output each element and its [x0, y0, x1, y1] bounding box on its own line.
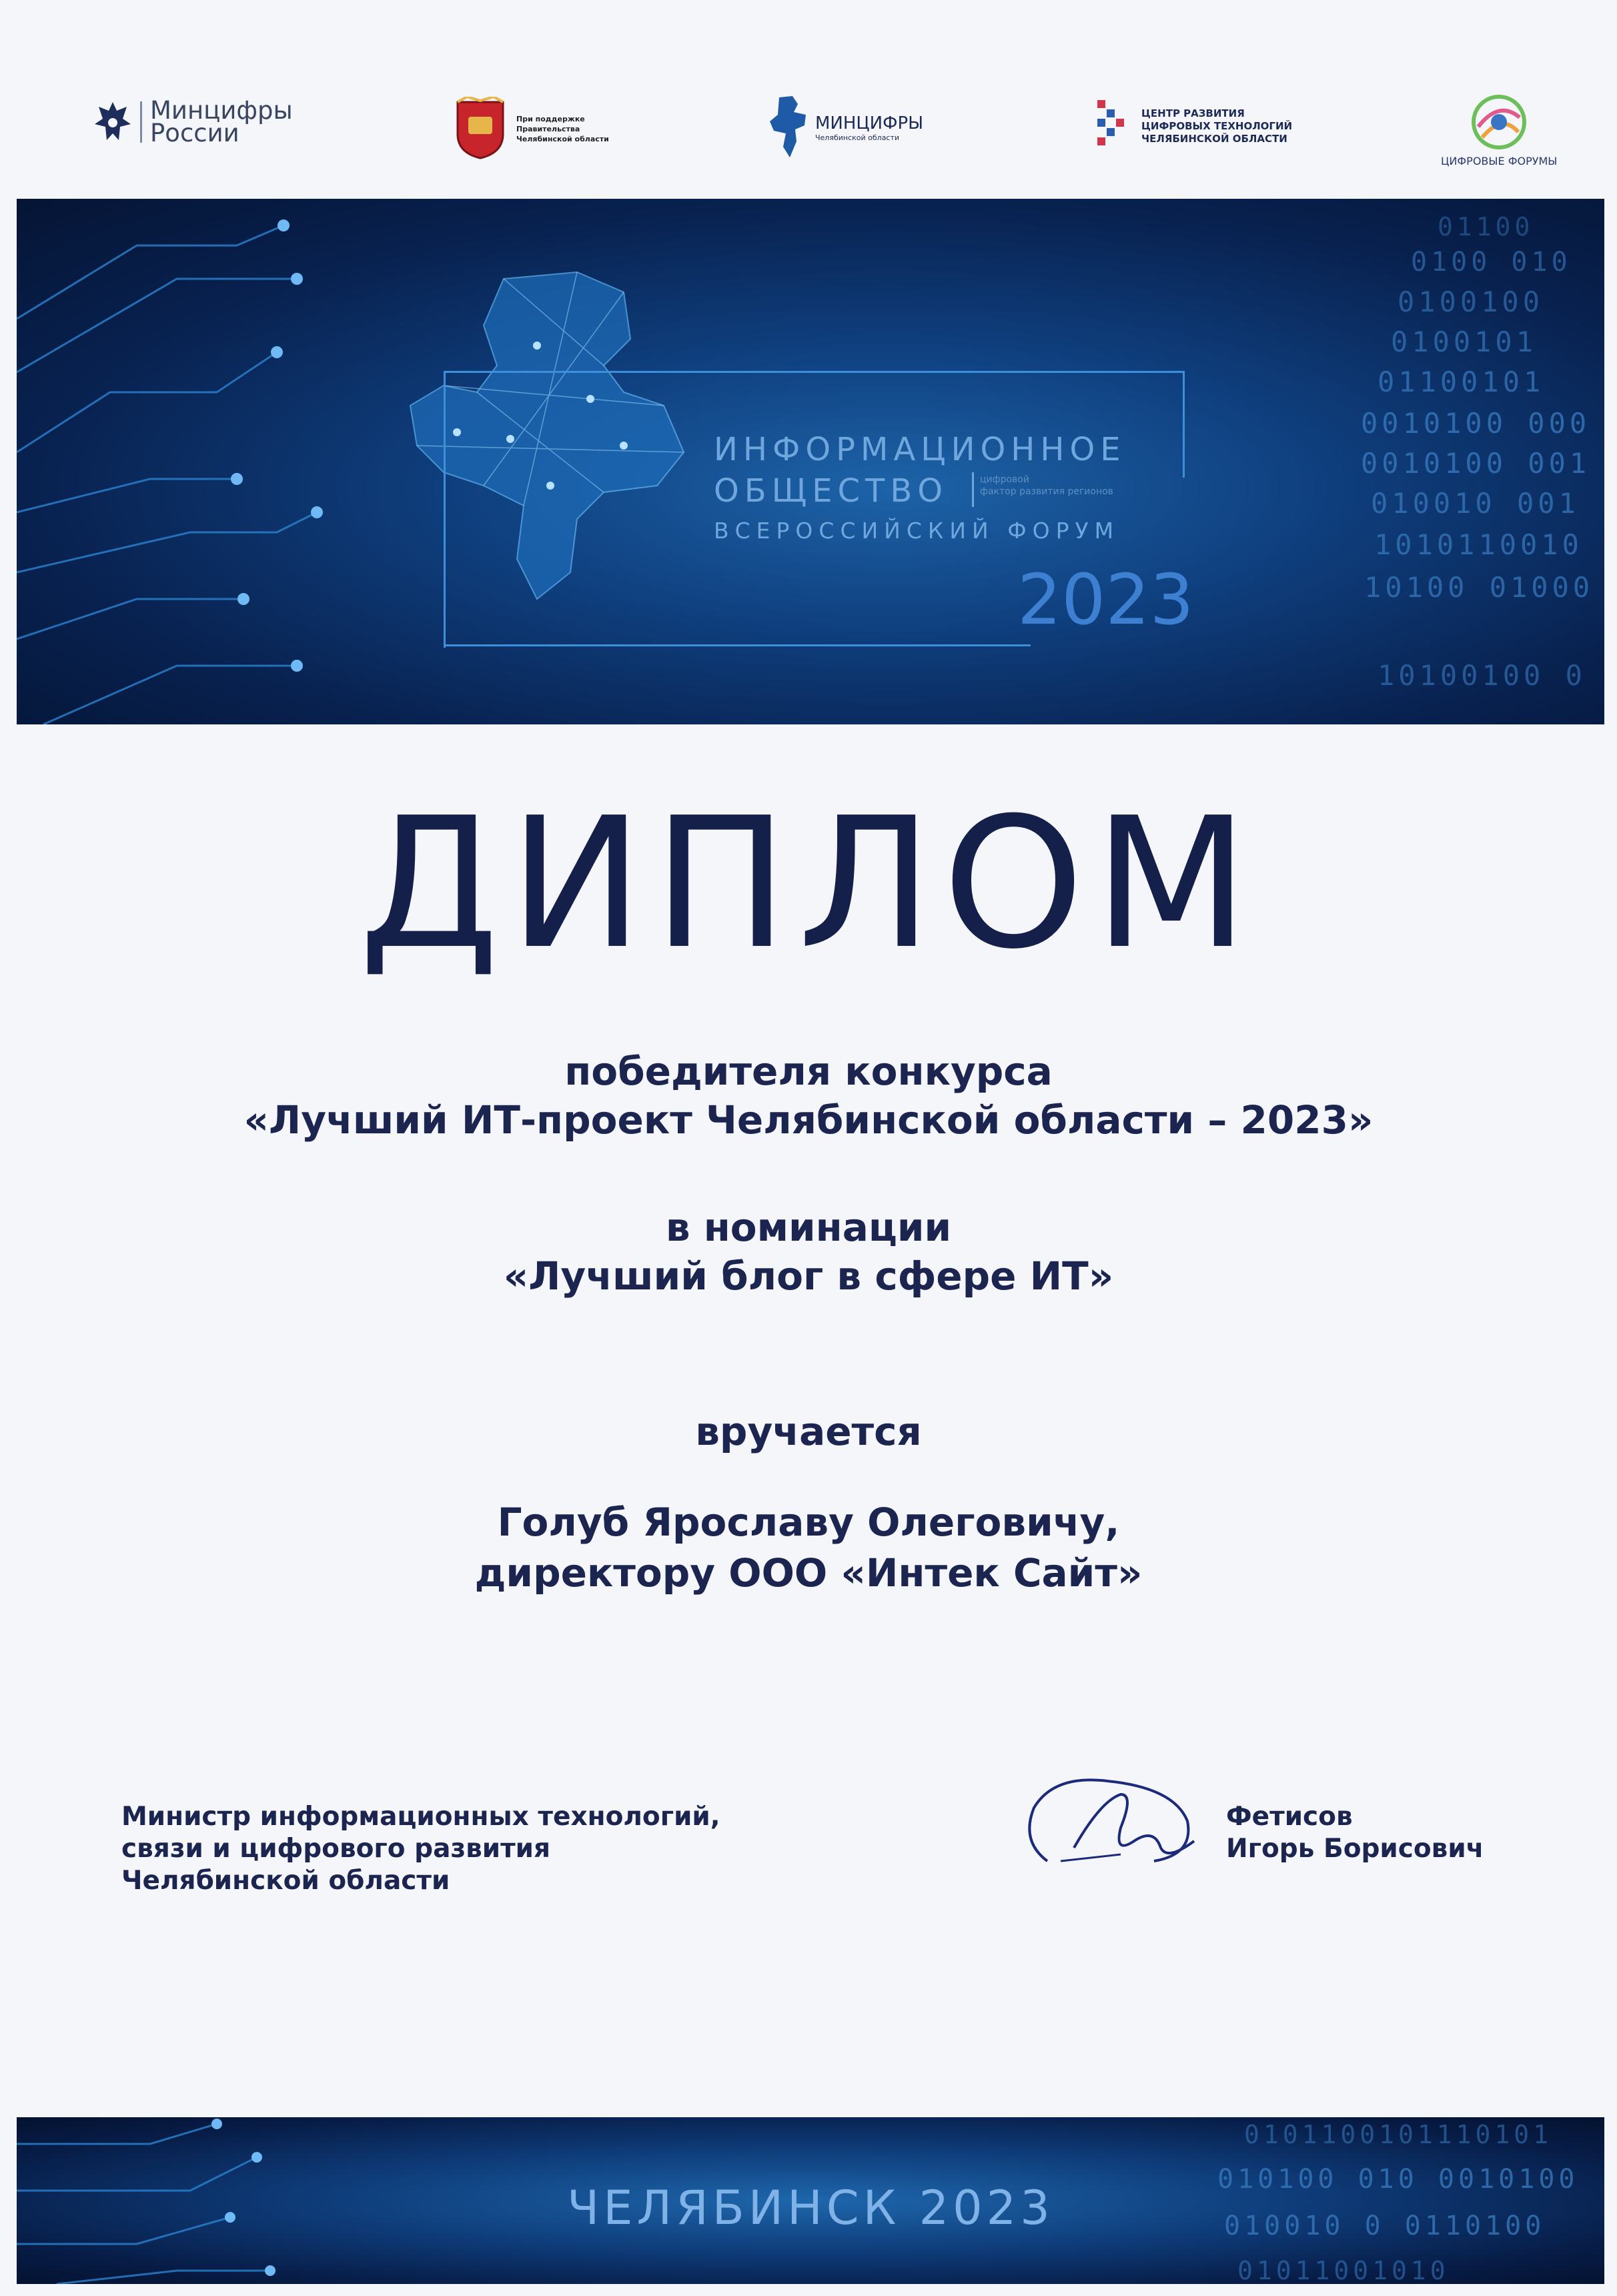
digital-forums-logo	[1441, 93, 1557, 167]
signer-given-names: Игорь Борисович	[1226, 1834, 1484, 1864]
signer-position-line: Министр информационных технологий,	[121, 1802, 720, 1832]
logo-text-line: ЦИФРОВЫХ ТЕХНОЛОГИЙ	[1141, 119, 1293, 132]
eagle-emblem-icon	[93, 99, 132, 145]
logo-text-line: России	[150, 119, 239, 147]
binary-text: 1010110010	[1374, 528, 1583, 561]
signer-position	[121, 1801, 720, 1897]
nomination-label: в номинации	[665, 1205, 952, 1250]
chelyabinsk-gov-logo	[454, 97, 609, 161]
logo-divider	[140, 101, 142, 143]
binary-text: 0100101	[1391, 326, 1538, 358]
signer-position-line: Челябинской области	[121, 1866, 450, 1896]
logo-text-line: При поддержке	[516, 114, 585, 123]
signer-position-line: связи и цифрового развития	[121, 1834, 551, 1864]
forum-subtitle-small	[980, 474, 1113, 498]
nomination-name: «Лучший блог в сфере ИТ»	[503, 1253, 1114, 1299]
binary-text: 10100 01000	[1364, 571, 1594, 604]
title-divider	[972, 472, 974, 507]
diploma-title: ДИПЛОМ	[358, 778, 1259, 989]
pixel-arrow-icon	[1097, 100, 1132, 152]
binary-text: 0101100101110101	[1244, 2120, 1553, 2149]
logo-text-line: Правительства	[516, 124, 580, 133]
coat-of-arms-icon	[454, 97, 507, 161]
binary-text: 0100100	[1398, 285, 1544, 318]
binary-text: 0100 010	[1411, 247, 1572, 277]
binary-text: 010010 0 0110100	[1224, 2211, 1546, 2241]
banner-frame-right	[1183, 371, 1185, 478]
signer-surname: Фетисов	[1226, 1802, 1353, 1832]
awarded-label: вручается	[695, 1409, 922, 1454]
contest-name: «Лучший ИТ-проект Челябинской области – 2023»	[243, 1097, 1374, 1143]
region-map-icon	[767, 95, 810, 160]
globe-icon	[1470, 93, 1528, 151]
footer-city-year: ЧЕЛЯБИНСК 2023	[567, 2181, 1054, 2235]
logo-text-line: Челябинской области	[815, 133, 900, 142]
recipient-name: Голуб Ярославу Олеговичу,	[497, 1500, 1120, 1545]
center-digital-logo	[1097, 100, 1292, 152]
footer-banner	[17, 2117, 1604, 2284]
binary-text: 010010 001	[1371, 487, 1580, 520]
binary-text: 01011001010	[1237, 2256, 1450, 2284]
handwritten-signature	[1021, 1761, 1201, 1881]
forum-title-line1: ИНФОРМАЦИОННОЕ	[714, 431, 1126, 468]
logo-text-line: ЦИФРОВЫЕ ФОРУМЫ	[1441, 155, 1558, 167]
binary-text: 01100101	[1378, 366, 1545, 398]
recipient-position: директору ООО «Интек Сайт»	[474, 1550, 1143, 1596]
forum-title-line2: ОБЩЕСТВО	[714, 472, 949, 510]
logo-text-line: Минцифры	[150, 96, 293, 125]
forum-subtitle-small-line: фактор развития регионов	[980, 486, 1113, 497]
forum-year: 2023	[1017, 559, 1194, 640]
signer-name	[1226, 1801, 1484, 1865]
mintsifry-russia-logo	[93, 96, 293, 147]
logo-text-line: Челябинской области	[516, 134, 609, 143]
forum-banner	[17, 199, 1604, 724]
logo-text-line: МИНЦИФРЫ	[815, 113, 924, 133]
logo-row	[0, 0, 1617, 193]
banner-frame-bottom	[444, 644, 1031, 646]
logo-text-line: ЧЕЛЯБИНСКОЙ ОБЛАСТИ	[1141, 132, 1287, 145]
forum-subtitle: ВСЕРОССИЙСКИЙ ФОРУМ	[714, 518, 1120, 544]
binary-text: 0010100 001	[1361, 447, 1591, 480]
binary-text: 0010100 000	[1361, 407, 1591, 440]
forum-subtitle-small-line: цифровой	[980, 474, 1029, 485]
mintsifry-region-logo	[767, 95, 923, 160]
binary-text: 010100 010 0010100	[1217, 2164, 1579, 2195]
binary-text: 10100100 0	[1378, 659, 1586, 692]
winner-line: победителя конкурса	[564, 1049, 1053, 1094]
logo-text-line: ЦЕНТР РАЗВИТИЯ	[1141, 107, 1245, 119]
binary-text: 01100	[1438, 212, 1534, 241]
